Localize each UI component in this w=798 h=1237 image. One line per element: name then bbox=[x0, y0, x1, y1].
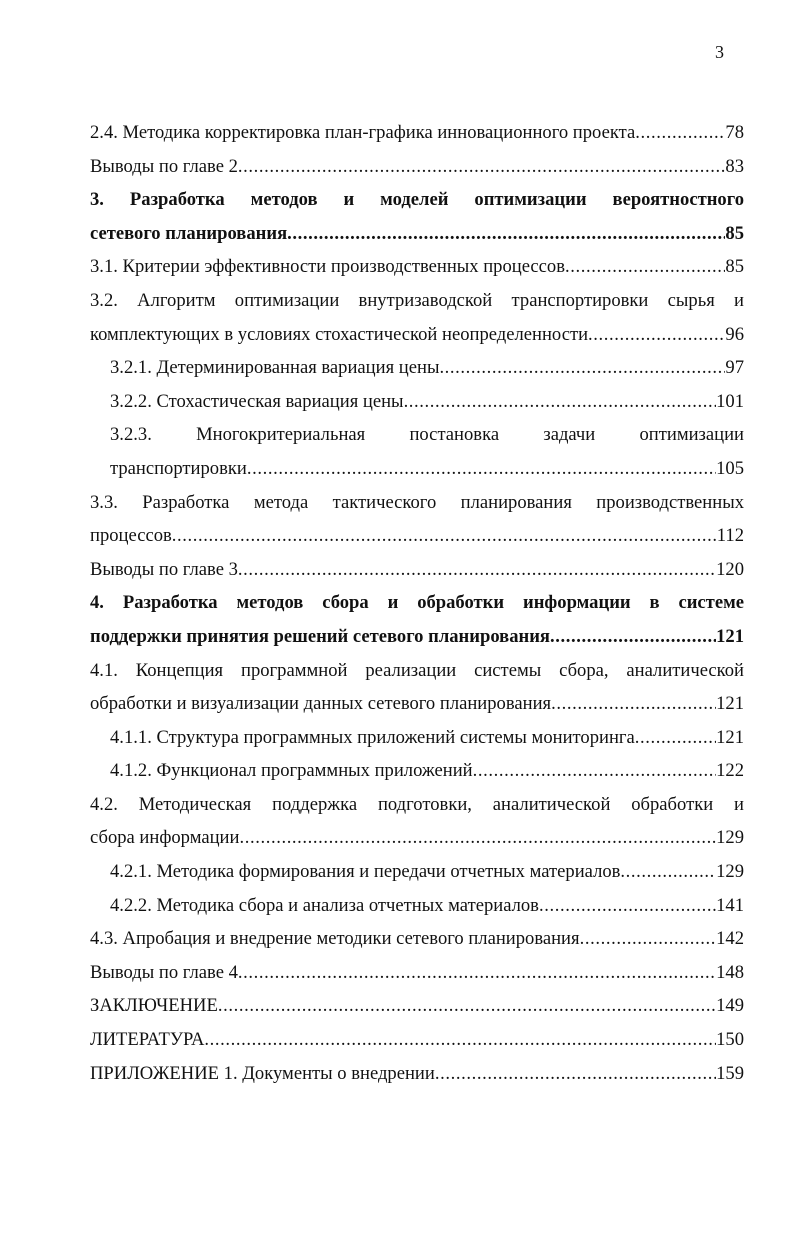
toc-entry-title: Выводы по главе 4 bbox=[90, 961, 238, 983]
toc-entry[interactable] bbox=[90, 821, 744, 855]
toc-entry[interactable] bbox=[90, 687, 744, 721]
toc-dot-leader bbox=[238, 150, 726, 184]
toc-entry[interactable] bbox=[90, 150, 744, 184]
toc-entry-title: 4.1.2. Функционал программных приложений bbox=[110, 760, 473, 782]
toc-entry-title: 4.2.2. Методика сбора и анализа отчетных материалов bbox=[110, 894, 539, 916]
toc-entry-title: обработки и визуализации данных сетевого планирования bbox=[90, 693, 552, 715]
toc-entry-title: 4.2. Методическая поддержка подготовки, аналитической обработки и bbox=[90, 793, 744, 815]
toc-entry-title: 3.2.1. Детерминированная вариация цены bbox=[110, 357, 440, 379]
toc-entry-title: 4.1. Концепция программной реализации системы сбора, аналитической bbox=[90, 659, 744, 681]
toc-entry-title: 4. Разработка методов сбора и обработки информации в системе bbox=[90, 592, 744, 614]
toc-entry[interactable] bbox=[90, 654, 744, 688]
toc-entry-title: 3.3. Разработка метода тактического планирования производственных bbox=[90, 491, 744, 513]
toc-dot-leader bbox=[247, 452, 716, 486]
toc-entry[interactable] bbox=[90, 1057, 744, 1091]
toc-dot-leader bbox=[218, 989, 716, 1023]
toc-entry-title: поддержки принятия решений сетевого планирования bbox=[90, 625, 550, 647]
toc-entry-title: ЛИТЕРАТУРА bbox=[90, 1029, 205, 1051]
toc-entry-page: 101 bbox=[716, 390, 744, 412]
toc-entry-page: 85 bbox=[725, 222, 744, 244]
toc-entry-page: 83 bbox=[725, 155, 744, 177]
toc-entry-title: 3.2.2. Стохастическая вариация цены bbox=[110, 390, 404, 412]
toc-entry[interactable] bbox=[90, 250, 744, 284]
toc-entry-page: 148 bbox=[716, 961, 744, 983]
toc-entry[interactable] bbox=[90, 217, 744, 251]
toc-entry[interactable] bbox=[90, 318, 744, 352]
toc-entry[interactable] bbox=[90, 385, 744, 419]
toc-dot-leader bbox=[565, 250, 725, 284]
toc-dot-leader bbox=[204, 1023, 716, 1057]
toc-entry-title: Выводы по главе 2 bbox=[90, 155, 238, 177]
toc-entry[interactable] bbox=[90, 553, 744, 587]
toc-entry-page: 121 bbox=[716, 625, 744, 647]
toc-entry-title: сбора информации bbox=[90, 827, 240, 849]
toc-dot-leader bbox=[435, 1057, 716, 1091]
toc-entry-title: 4.2.1. Методика формирования и передачи отчетных материалов bbox=[110, 861, 621, 883]
toc-entry-title: ЗАКЛЮЧЕНИЕ bbox=[90, 995, 218, 1017]
toc-entry[interactable] bbox=[90, 989, 744, 1023]
toc-entry-page: 121 bbox=[716, 693, 744, 715]
toc-entry[interactable] bbox=[90, 788, 744, 822]
toc-dot-leader bbox=[238, 553, 716, 587]
toc-dot-leader bbox=[539, 889, 716, 923]
toc-dot-leader bbox=[620, 855, 716, 889]
toc-dot-leader bbox=[588, 318, 725, 352]
toc-entry[interactable] bbox=[90, 889, 744, 923]
toc-entry-page: 142 bbox=[716, 928, 744, 950]
toc-entry-title: 2.4. Методика корректировка план-графика инновационного проекта bbox=[90, 122, 636, 143]
toc-entry[interactable] bbox=[90, 1023, 744, 1057]
page-number: 3 bbox=[715, 42, 724, 62]
toc-entry-page: 122 bbox=[716, 760, 744, 782]
toc-dot-leader bbox=[172, 519, 717, 553]
toc-entry-title: 4.3. Апробация и внедрение методики сетевого планирования bbox=[90, 928, 580, 950]
toc-entry[interactable] bbox=[90, 922, 744, 956]
toc-dot-leader bbox=[239, 821, 716, 855]
toc-dot-leader bbox=[551, 687, 716, 721]
toc-entry[interactable] bbox=[90, 956, 744, 990]
toc-entry[interactable] bbox=[90, 586, 744, 620]
toc-entry-title: Выводы по главе 3 bbox=[90, 558, 238, 580]
toc-entry-page: 129 bbox=[716, 827, 744, 849]
toc-entry-title: комплектующих в условиях стохастической неопределенности bbox=[90, 323, 589, 345]
toc-entry[interactable] bbox=[90, 855, 744, 889]
toc-entry[interactable] bbox=[90, 486, 744, 520]
toc-entry[interactable] bbox=[90, 116, 744, 150]
toc-dot-leader bbox=[580, 922, 717, 956]
toc-entry-title: транспортировки bbox=[110, 457, 247, 479]
toc-entry-title: 3. Разработка методов и моделей оптимизации вероятностного bbox=[90, 189, 744, 211]
toc-entry[interactable] bbox=[90, 452, 744, 486]
toc-entry-title: 3.1. Критерии эффективности производственных процессов bbox=[90, 256, 566, 278]
toc-dot-leader bbox=[550, 620, 716, 654]
toc-entry-title: сетевого планирования bbox=[90, 222, 288, 244]
toc-dot-leader bbox=[439, 351, 725, 385]
toc-entry-title: ПРИЛОЖЕНИЕ 1. Документы о внедрении bbox=[90, 1062, 435, 1084]
toc-entry-page: 97 bbox=[725, 357, 744, 379]
toc-entry-title: 4.1.1. Структура программных приложений системы мониторинга bbox=[110, 726, 635, 748]
toc-dot-leader bbox=[287, 217, 725, 251]
toc-entry-page: 96 bbox=[725, 323, 744, 345]
toc-entry[interactable] bbox=[90, 519, 744, 553]
table-of-contents bbox=[90, 116, 744, 1090]
toc-entry-page: 149 bbox=[716, 995, 744, 1017]
toc-entry-page: 129 bbox=[716, 861, 744, 883]
toc-dot-leader bbox=[473, 754, 717, 788]
toc-dot-leader bbox=[404, 385, 717, 419]
toc-entry-page: 121 bbox=[716, 726, 744, 748]
toc-entry-page: 141 bbox=[716, 894, 744, 916]
toc-entry[interactable] bbox=[90, 721, 744, 755]
toc-entry-page: 85 bbox=[725, 256, 744, 278]
toc-entry-page: 112 bbox=[716, 525, 744, 547]
toc-entry[interactable] bbox=[90, 351, 744, 385]
toc-entry-page: 105 bbox=[716, 457, 744, 479]
toc-entry-page: 150 bbox=[716, 1029, 744, 1051]
toc-entry[interactable] bbox=[90, 620, 744, 654]
toc-entry-title: 3.2.3. Многокритериальная постановка задачи оптимизации bbox=[110, 424, 744, 446]
toc-entry[interactable] bbox=[90, 754, 744, 788]
toc-dot-leader bbox=[635, 721, 716, 755]
toc-entry[interactable] bbox=[90, 418, 744, 452]
toc-entry-page: 159 bbox=[716, 1062, 744, 1084]
toc-dot-leader bbox=[238, 956, 716, 990]
toc-entry-title: 3.2. Алгоритм оптимизации внутризаводской транспортировки сырья и bbox=[90, 289, 744, 311]
toc-entry-page: 78 bbox=[725, 122, 744, 143]
toc-entry[interactable] bbox=[90, 284, 744, 318]
toc-dot-leader bbox=[635, 116, 725, 150]
toc-entry[interactable] bbox=[90, 183, 744, 217]
toc-entry-page: 120 bbox=[716, 558, 744, 580]
toc-entry-title: процессов bbox=[90, 525, 172, 547]
